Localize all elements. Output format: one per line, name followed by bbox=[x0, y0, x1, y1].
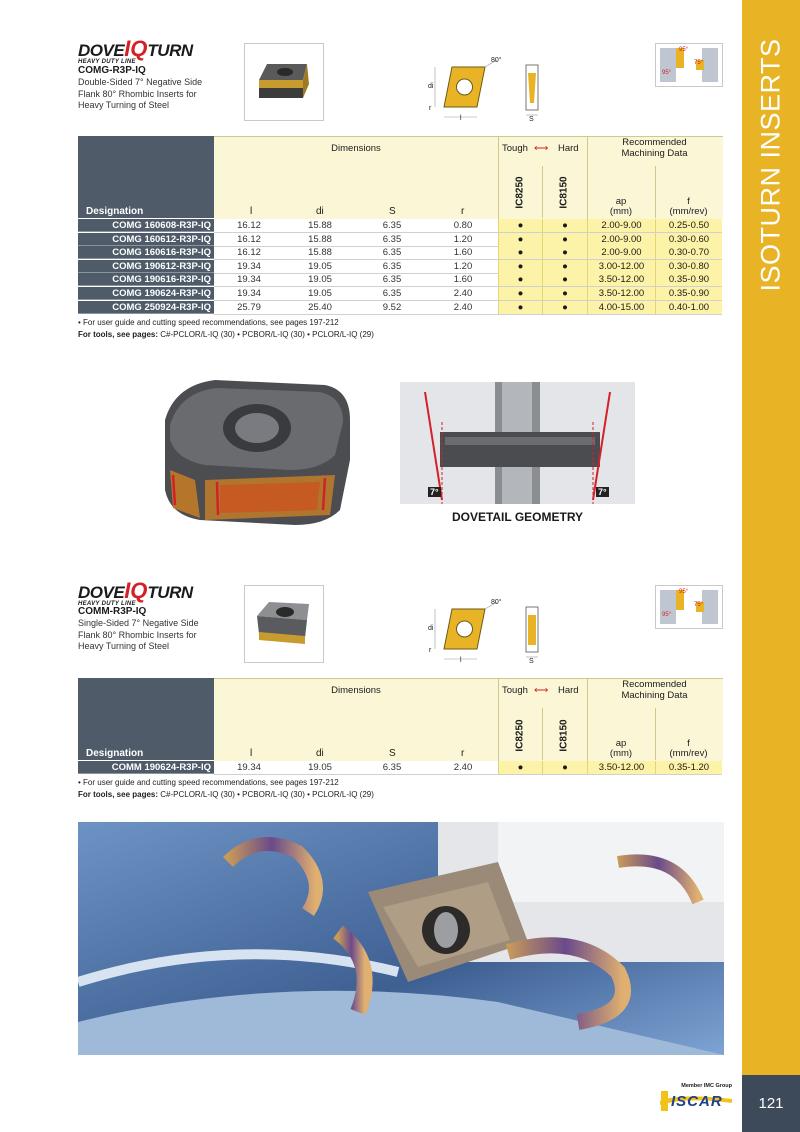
note-tools-text: C#-PCLOR/L-IQ (30) • PCBOR/L-IQ (30) • PCLOR/L-IQ (29) bbox=[158, 790, 374, 799]
iscar-brand: ISCAR bbox=[671, 1093, 723, 1110]
table-cell: 19.05 bbox=[308, 762, 332, 773]
header-hard: Hard bbox=[558, 685, 579, 696]
row-divider bbox=[214, 314, 722, 315]
side-title: ISOTURN INSERTS bbox=[755, 38, 786, 292]
iscar-logo bbox=[658, 1083, 734, 1113]
note-guide-1: • For user guide and cutting speed recommendations, see pages 197-212 bbox=[78, 318, 339, 327]
table-cell: ● bbox=[498, 219, 542, 232]
product-description-2 bbox=[78, 618, 199, 653]
drawing-l: l bbox=[460, 115, 462, 122]
dove-iq-turn-logo-1 bbox=[78, 36, 193, 65]
designation-cell: COMG 160608-R3P-IQ bbox=[78, 219, 214, 232]
header-f: f bbox=[687, 738, 690, 749]
table-cell: 2.00-9.00 bbox=[587, 246, 655, 259]
table-cell: 19.34 bbox=[237, 762, 261, 773]
header-tough: Tough bbox=[502, 143, 528, 154]
angle-label-1: 95° bbox=[679, 47, 689, 53]
table-cell: 1.60 bbox=[453, 274, 473, 286]
header-ap-unit: (mm) bbox=[609, 206, 633, 217]
angle-label-1: 95° bbox=[679, 589, 689, 595]
table-cell: 0.25-0.50 bbox=[655, 219, 722, 232]
table-cell: 3.50-12.00 bbox=[587, 761, 655, 774]
machining-photo bbox=[78, 822, 724, 1055]
table-cell: ● bbox=[542, 301, 587, 314]
page-number: 121 bbox=[758, 1095, 784, 1112]
header-l: l bbox=[250, 748, 253, 759]
approach-angle-icon-1 bbox=[655, 43, 723, 87]
product-name-1: COMG-R3P-IQ bbox=[78, 65, 146, 76]
table-cell: 2.00-9.00 bbox=[587, 233, 655, 246]
drawing-s: S bbox=[529, 116, 534, 123]
table-cell: 2.40 bbox=[453, 301, 473, 313]
logo-iq: IQ bbox=[124, 36, 148, 61]
designation-cell: COMG 190624-R3P-IQ bbox=[78, 287, 214, 300]
table-cell: 16.12 bbox=[237, 220, 261, 231]
approach-angle-icon-2 bbox=[655, 585, 723, 629]
table-cell: 4.00-15.00 bbox=[587, 301, 655, 314]
note-tools-2 bbox=[78, 790, 374, 799]
description-line: Double-Sided 7° Negative Side bbox=[78, 77, 203, 87]
header-ap: ap bbox=[615, 196, 627, 207]
description-line: Flank 80° Rhombic Inserts for bbox=[78, 629, 197, 640]
note-tools-text: C#-PCLOR/L-IQ (30) • PCBOR/L-IQ (30) • PCLOR/L-IQ (29) bbox=[158, 330, 374, 339]
table-cell: 15.88 bbox=[308, 220, 332, 231]
header-grade-ic8250: IC8250 bbox=[514, 176, 526, 209]
table-cell: 0.35-0.90 bbox=[655, 287, 722, 300]
drawing-di: di bbox=[428, 83, 434, 90]
table-cell: 0.80 bbox=[453, 220, 473, 231]
table-row bbox=[0, 287, 730, 300]
table-cell: 15.88 bbox=[308, 233, 332, 245]
side-title-wrap bbox=[742, 40, 800, 290]
table-cell: ● bbox=[542, 761, 587, 774]
header-s: S bbox=[389, 748, 396, 759]
table-cell: 19.34 bbox=[237, 274, 261, 286]
header-r: r bbox=[461, 206, 465, 217]
logo-dove: DOVE bbox=[78, 583, 125, 602]
designation-cell: COMG 160612-R3P-IQ bbox=[78, 233, 214, 246]
table-cell: 3.50-12.00 bbox=[587, 273, 655, 286]
table-cell: 6.35 bbox=[382, 762, 402, 773]
logo-iq: IQ bbox=[124, 578, 148, 603]
note-tools-bold: For tools, see pages: bbox=[78, 330, 159, 339]
drawing-di: di bbox=[428, 625, 434, 632]
divider bbox=[542, 708, 543, 760]
insert-photo-box-2 bbox=[244, 585, 324, 663]
designation-cell: COMG 160616-R3P-IQ bbox=[78, 246, 214, 259]
drawing-l: l bbox=[460, 657, 462, 664]
header-machining: Machining Data bbox=[621, 148, 688, 159]
table-cell: ● bbox=[498, 260, 542, 273]
table-cell: 6.35 bbox=[382, 274, 402, 286]
drawing-s: S bbox=[529, 658, 534, 665]
table-cell: 3.00-12.00 bbox=[587, 260, 655, 273]
table-cell: 19.34 bbox=[237, 260, 261, 272]
table-cell: ● bbox=[542, 219, 587, 232]
header-designation: Designation bbox=[86, 206, 144, 217]
table-cell: 16.12 bbox=[237, 233, 261, 245]
table-cell: 6.35 bbox=[382, 233, 402, 245]
description-line: Single-Sided 7° Negative Side bbox=[78, 618, 199, 628]
logo-turn: TURN bbox=[147, 41, 193, 60]
description-line: Heavy Turning of Steel bbox=[78, 641, 170, 651]
insert-photo-2 bbox=[245, 586, 323, 662]
table-row bbox=[0, 273, 730, 286]
table-cell: ● bbox=[498, 273, 542, 286]
table-cell: ● bbox=[542, 273, 587, 286]
table-cell: ● bbox=[542, 287, 587, 300]
table-cell: 1.20 bbox=[453, 260, 473, 272]
table-cell: 6.35 bbox=[382, 220, 402, 231]
header-ap: ap bbox=[615, 738, 627, 749]
table-cell: ● bbox=[498, 301, 542, 314]
table-cell: 0.30-0.80 bbox=[655, 260, 722, 273]
table-row bbox=[0, 260, 730, 273]
table-cell: 0.35-0.90 bbox=[655, 273, 722, 286]
table-cell: 15.88 bbox=[308, 247, 332, 259]
header-grade-ic8150: IC8150 bbox=[558, 719, 570, 752]
header-recommended: Recommended bbox=[622, 679, 687, 690]
table-cell: 0.35-1.20 bbox=[655, 761, 722, 774]
drawing-angle: 80° bbox=[491, 57, 502, 64]
dovetail-photo bbox=[400, 382, 635, 504]
product-description-1 bbox=[78, 77, 202, 112]
header-designation: Designation bbox=[86, 748, 144, 759]
designation-cell: COMG 190616-R3P-IQ bbox=[78, 273, 214, 286]
table-cell: 19.05 bbox=[308, 260, 332, 272]
header-hard: Hard bbox=[558, 143, 579, 154]
header-grade-ic8150: IC8150 bbox=[558, 176, 570, 209]
table-row bbox=[0, 761, 730, 774]
table-row bbox=[0, 301, 730, 314]
double-arrow-icon: ⟷ bbox=[534, 685, 549, 696]
insert-closeup-photo bbox=[145, 360, 360, 535]
logo-subline: HEAVY DUTY LINE bbox=[78, 601, 136, 607]
member-text: Member IMC Group bbox=[681, 1083, 732, 1089]
header-l: l bbox=[250, 206, 253, 217]
angle-label-3: 95° bbox=[662, 612, 672, 618]
table-cell: 6.35 bbox=[382, 260, 402, 272]
table-cell: 3.50-12.00 bbox=[587, 287, 655, 300]
table-row bbox=[0, 246, 730, 259]
table-cell: 2.00-9.00 bbox=[587, 219, 655, 232]
table-cell: ● bbox=[498, 761, 542, 774]
angle-label-2: 75° bbox=[694, 602, 704, 608]
table-row bbox=[0, 233, 730, 246]
table-row bbox=[0, 219, 730, 232]
technical-drawing-1 bbox=[425, 55, 555, 125]
note-guide-2: • For user guide and cutting speed recommendations, see pages 197-212 bbox=[78, 778, 339, 787]
header-machining: Machining Data bbox=[621, 690, 688, 701]
logo-dove: DOVE bbox=[78, 41, 125, 60]
designation-cell: COMM 190624-R3P-IQ bbox=[78, 761, 214, 774]
logo-turn: TURN bbox=[147, 583, 193, 602]
table-cell: 16.12 bbox=[237, 247, 261, 259]
table-cell: 0.40-1.00 bbox=[655, 301, 722, 314]
table-cell: 6.35 bbox=[382, 288, 402, 299]
double-arrow-icon: ⟷ bbox=[534, 143, 549, 154]
header-s: S bbox=[389, 206, 396, 217]
dovetail-angle-left: 7° bbox=[430, 487, 439, 497]
angle-label-3: 95° bbox=[662, 70, 672, 76]
header-tough: Tough bbox=[502, 685, 528, 696]
table-cell: ● bbox=[498, 287, 542, 300]
header-f-unit: (mm/rev) bbox=[669, 206, 708, 217]
table-cell: 25.79 bbox=[237, 301, 261, 313]
header-dimensions: Dimensions bbox=[331, 685, 381, 696]
table-cell: ● bbox=[542, 246, 587, 259]
header-di: di bbox=[316, 748, 324, 759]
table-cell: 1.60 bbox=[453, 247, 473, 259]
table-cell: 19.34 bbox=[237, 288, 261, 299]
page-number-box bbox=[742, 1075, 800, 1132]
table-cell: 1.20 bbox=[453, 233, 473, 245]
note-tools-1 bbox=[78, 330, 374, 339]
insert-photo-1 bbox=[245, 44, 323, 120]
angle-label-2: 75° bbox=[694, 60, 704, 66]
designation-cell: COMG 190612-R3P-IQ bbox=[78, 260, 214, 273]
table-cell: 2.40 bbox=[453, 762, 473, 773]
table-cell: 2.40 bbox=[453, 288, 473, 299]
table-cell: 0.30-0.60 bbox=[655, 233, 722, 246]
side-band bbox=[742, 0, 800, 1075]
table-cell: 25.40 bbox=[308, 301, 332, 313]
header-f: f bbox=[687, 196, 690, 207]
header-grade-ic8250: IC8250 bbox=[514, 719, 526, 752]
table-cell: ● bbox=[498, 233, 542, 246]
header-dimensions: Dimensions bbox=[331, 143, 381, 154]
table-cell: ● bbox=[542, 233, 587, 246]
logo-subline: HEAVY DUTY LINE bbox=[78, 59, 136, 65]
dovetail-angle-right: 7° bbox=[598, 487, 607, 497]
insert-photo-box-1 bbox=[244, 43, 324, 121]
table-cell: 0.30-0.70 bbox=[655, 246, 722, 259]
table-cell: ● bbox=[498, 246, 542, 259]
note-tools-bold: For tools, see pages: bbox=[78, 790, 159, 799]
description-line: Flank 80° Rhombic Inserts for bbox=[78, 88, 197, 99]
header-r: r bbox=[461, 748, 465, 759]
header-f-unit: (mm/rev) bbox=[669, 748, 708, 759]
table-cell: ● bbox=[542, 260, 587, 273]
header-ap-unit: (mm) bbox=[609, 748, 633, 759]
technical-drawing-2 bbox=[425, 597, 555, 667]
table-cell: 19.05 bbox=[308, 274, 332, 286]
drawing-r: r bbox=[429, 105, 432, 112]
drawing-angle: 80° bbox=[491, 599, 502, 606]
header-di: di bbox=[316, 206, 324, 217]
divider bbox=[542, 166, 543, 218]
row-divider bbox=[214, 774, 722, 775]
table-cell: 9.52 bbox=[382, 301, 402, 313]
drawing-r: r bbox=[429, 647, 432, 654]
table-cell: 19.05 bbox=[308, 288, 332, 299]
table-cell: 6.35 bbox=[382, 247, 402, 259]
product-name-2: COMM-R3P-IQ bbox=[78, 606, 147, 617]
designation-cell: COMG 250924-R3P-IQ bbox=[78, 301, 214, 314]
header-recommended: Recommended bbox=[622, 137, 687, 148]
dove-iq-turn-logo-2 bbox=[78, 578, 193, 607]
description-line: Heavy Turning of Steel bbox=[78, 100, 170, 110]
dovetail-caption: DOVETAIL GEOMETRY bbox=[451, 510, 584, 524]
